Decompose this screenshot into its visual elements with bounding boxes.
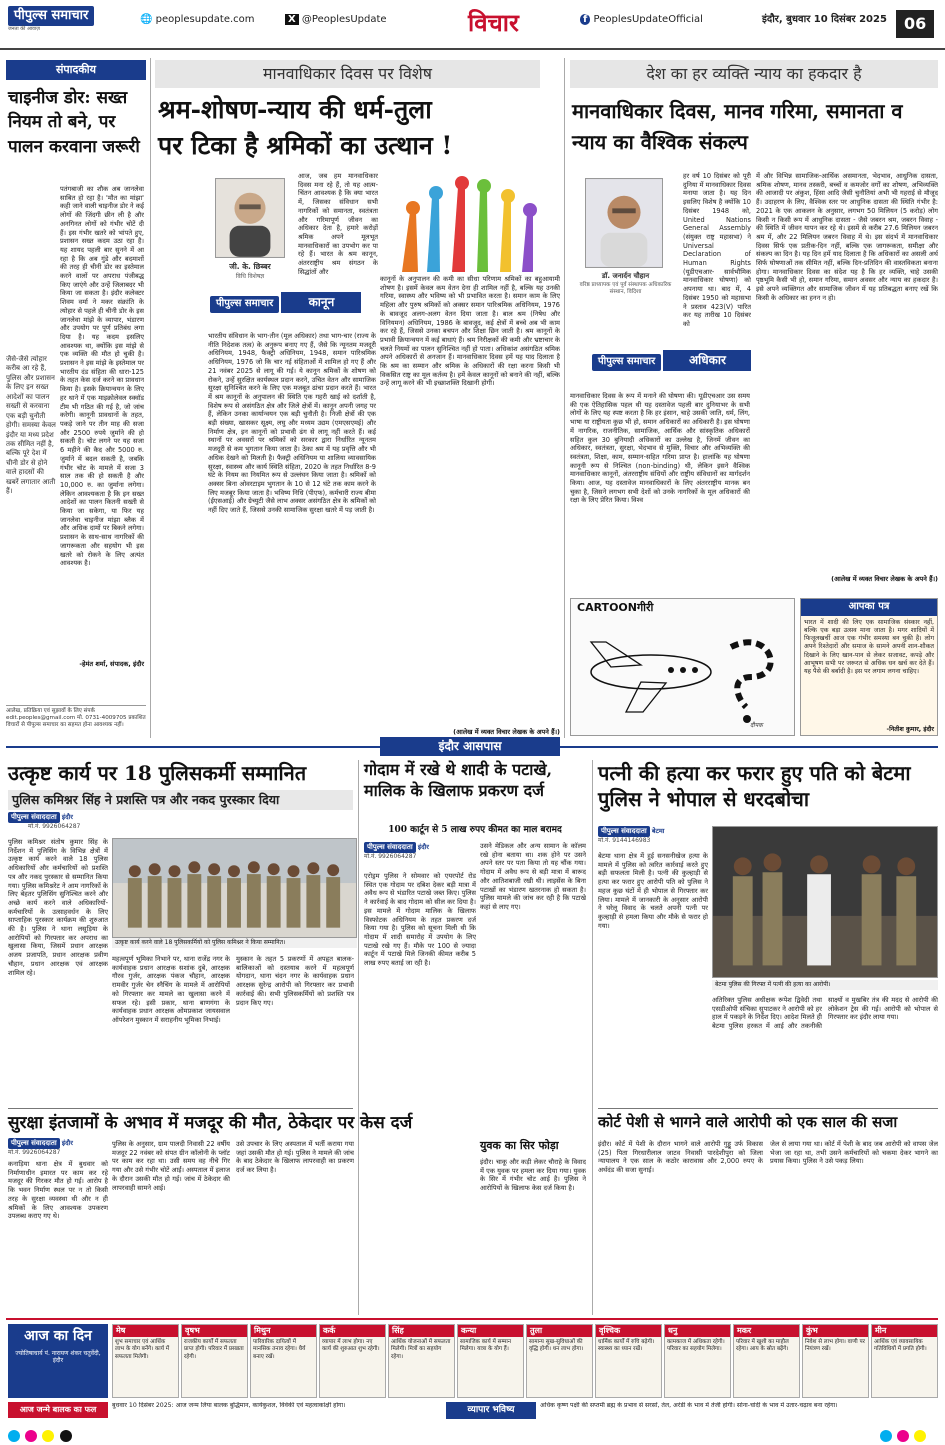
police-col3: मुस्कान के तहत 5 प्रकरणों में अपहृत बालक-बालिकाओं को दस्तयाब करने में महत्वपूर्ण योगदान, थाना चंदन नगर के कार्यवाहक प्रधान आरक्षक सुरेन्द्र आरोपी को गिरफ्तार कर प्रभावी कार्रवाई की। सभी पुलिसकर्मियों को प्रशस्ति पत्र प्रदान किए गए। [236,955,354,1007]
rights-logo: पीपुल्स समाचार [592,354,661,371]
labor-author-photo [215,178,285,258]
crackers-logo: पीपुल्स संवाददाता [364,842,416,853]
horoscope-grid [112,1324,938,1398]
rights-intro: हर वर्ष 10 दिसंबर को पूरी दुनिया में मानवाधिकार दिवस मनाया जाता है। यह दिन इसलिए विशेष है क्योंकि 10 दिसंबर 1948 को, United Nations General Assembly (संयुक्त राष्ट्र महासभा) ने Universal Declaration of Human Rights (यूडीएचआर- सार्वभौमिक मानवाधिकार घोषणा) को अपनाया था। बाद में, 4 दिसंबर 1950 को महासभा ने प्रस्ताव 423(V) पारित कर यह तारीख 10 दिसंबर को [683,172,751,328]
horoscope-sign [802,1324,869,1398]
horoscope-sign-text: आर्थिक एवं व्यावसायिक गतिविधियों में प्रगति होगी। [874,1339,927,1353]
black-dot-icon [60,1430,72,1442]
horoscope-sign-name: मकर [734,1325,799,1337]
labour-col2: पुलिस के अनुसार, ग्राम पालदी निवासी 22 वर्षीय मजदूर 22 नवंबर को संपत ग्रीन कॉलोनी के प्लॉट पर काम कर रहा था। उसी समय वह नीचे गिर गया और उसे गंभीर चोटें आईं। अस्पताल में इलाज के दौरान उसकी मौत हो गई। जांच में ठेकेदार की लापरवाही सामने आई। [112,1140,230,1192]
divider [150,58,151,738]
divider [598,1108,938,1109]
labour-headline[interactable]: सुरक्षा इंतजामों के अभाव में मजदूर की मौत, ठेकेदार पर केस दर्ज [8,1113,413,1133]
police-byline [8,812,353,830]
crackers-subhead: 100 कार्टून से 5 लाख रुपए कीमत का माल बरामद [388,825,562,835]
horoscope-sign-text: शुभ समाचार एवं आर्थिक लाभ के योग बनेंगे। कार्य में सफलता मिलेगी। [115,1339,170,1360]
rights-footnote: (आलेख में व्यक्त विचार लेखक के अपने हैं।) [831,575,938,583]
murder-city: बेटमा [651,827,665,835]
horoscope-sign [733,1324,800,1398]
divider [8,1108,353,1109]
horoscope-sign [457,1324,524,1398]
horoscope-sign-name: तुला [527,1325,592,1337]
police-col2: महत्वपूर्ण भूमिका निभाने पर, थाना राजेंद्र नगर के कार्यवाहक प्रधान आरक्षक सशांक दुबे, आरक्षक गौरव गुर्जर, आरक्षक पंकज चौहान, आरक्षक रामवीर गुर्जर चेन स्नैचिंग के मामले में आरोपियों को गिरफ्तार कर मामले का खुलासा करने में सफल रहे। इसी प्रकार, थाना बाणगंगा के कार्यवाहक प्रधान आरक्षक ओमप्रकाश जायसवाल ऑपरेशन मुस्कान में सराहनीय भूमिका निभाई। [112,955,230,1024]
section-title: विचार [468,8,519,37]
crackers-body: एरोड्रम पुलिस ने सोमवार को एयरपोर्ट रोड स्थित एक गोदाम पर दबिश देकर बड़ी मात्रा में अवैध रूप से भंडारित पटाखे जब्त किए। पुलिस ने कार्रवाई के बाद गोदाम को सील कर दिया है। इस मामले में गोदाम मालिक के खिलाफ विस्फोटक अधिनियम के तहत प्रकरण दर्ज किया गया है। पुलिस को सूचना मिली थी कि गोदाम में शादी समारोह में उपयोग के लिए पटाखे रखे गए हैं। मौके पर 100 से ज्यादा कार्टून में पटाखे मिले जिनकी कीमत करीब 5 लाख रुपए बताई जा रही है। [364,872,476,968]
horoscope-sign-name: सिंह [389,1325,454,1337]
twitter-link[interactable] [285,14,387,27]
horoscope-sign-text: आर्थिक योजनाओं में सफलता मिलेगी। मित्रों का सहयोग रहेगा। [391,1339,451,1360]
masthead [0,0,945,50]
magenta-dot-icon [25,1430,37,1442]
labor-footnote: (आलेख में व्यक्त विचार लेखक के अपने हैं।) [453,728,560,736]
horoscope-sign [388,1324,455,1398]
horoscope-sign-text: सामान्य सुख-सुविधाओं की वृद्धि होगी। धन लाभ होगा। [529,1339,584,1353]
horoscope-sign-text: राजकीय कार्यों में सफलता प्राप्त होगी। परिवार में प्रसन्नता रहेगी। [184,1339,244,1360]
horoscope-rule [6,1318,938,1320]
horoscope-astrologer: ज्योतिषाचार्य पं. नारायण शंकर चतुर्वेदी, इंदौर [15,1349,101,1364]
murder-col2: अतिरिक्त पुलिस अधीक्षक रूपेश द्विवेदी तथा एसडीओपी संचिका सुपाटकर ने आरोपी को हर हाल में पकड़ने के निर्देश दिए। आदेश मिलते ही बेटमा पुलिस हरकत में आई और तकनीकी साक्ष्यों व मुखबिर तंत्र की मदद से आरोपी की लोकेशन ट्रेस की गई। आरोपी को भोपाल से गिरफ्तार कर इंदौर लाया गया। [712,996,938,1031]
letters-body: भारत में शादी की लिए एक सामाजिक संस्कार नहीं, बल्कि एक बड़ा उत्सव माना जाता है। मगर शादियों में फिजूलखर्ची आज एक गंभीर समस्या बन चुकी है। लोग अपने रिश्तेदारों और समाज के सामने अपनी शान-शौकत दिखाने के लिए खान-पान से लेकर सजावट, कपड़े और आभूषण सभी पर जरूरत से अधिक धन खर्च कर देते हैं। यह पैसे की बर्बादी है। इस पर लगाम लगना चाहिए। [804,618,934,676]
labor-tag: कानून [281,292,361,313]
globe-icon: 🌐 [140,14,153,25]
facebook-handle: PeoplesUpdateOfficial [593,14,703,25]
youth-body: इंदौर। चाकू और कड़ी लेकर चौराहे के विवाद में एक युवक पर हमला कर दिया गया। युवक के सिर में गंभीर चोट आई है। पुलिस ने आरोपियों के खिलाफ केस दर्ज किया है। [480,1158,586,1193]
horoscope-sign-text: परिवार में खुशी का माहौल रहेगा। आय के स्रोत बढ़ेंगे। [736,1339,789,1353]
horoscope-sign-text: पारिवारिक दायित्वों में मानसिक तनाव रहेगा। धैर्य बनाए रखें। [253,1339,306,1360]
registration-marks [8,1430,75,1442]
labour-body: कनाड़िया थाना क्षेत्र में बुधवार को निर्माणाधीन इमारत पर काम कर रहे मजदूर की गिरकर मौत हो गई। आरोप है कि भवन निर्माण स्थल पर न तो किसी तरह के सुरक्षा व्यवस्था थी और न ही श्रमिकों के लिए आवश्यक उपकरण उपलब्ध कराए गए थे। [8,1160,108,1221]
website-text: peoplesupdate.com [155,14,255,25]
police-caption: उत्कृष्ट कार्य करने वाले 18 पुलिसकर्मियों को पुलिस कमिश्नर ने किया सम्मानित। [112,938,357,948]
police-body: पुलिस कमिश्नर संतोष कुमार सिंह के निर्देशन में पुलिसिंग के विभिन्न क्षेत्रों में उत्कृष्ट कार्य करने वाले 18 पुलिस अधिकारियों और कर्मचारियों को प्रशस्ति पत्र और नकद पुरस्कार से सम्मानित किया गया। पुलिस कमिश्नरेट ने आम नागरिकों के लिए बेहतर पुलिसिंग सुनिश्चित करने और अच्छे कार्य करने वाले अधिकारियों-कर्मचारियों के उत्साहवर्धन के लिए साप्ताहिक पुरस्कार कार्यक्रम की शुरुआत की है। पुलिस ने थाना लसूड़िया के आरोपियों को गिरफ्तार कर अपराध का खुलासा किया, जिसमें प्रधान आरक्षक अजय प्रजापति, प्रधान आरक्षक प्रवीण चौहान, प्रधान आरक्षक एवं आरक्षक शामिल रहे। [8,838,108,977]
labor-intro: आज, जब हम मानवाधिकार दिवस मना रहे हैं, तो यह आत्म-चिंतन आवश्यक है कि क्या भारत में, जिसका संविधान सभी नागरिकों को समानता, स्वतंत्रता और गरिमापूर्ण जीवन का अधिकार देता है, हमारे करोड़ों श्रमिक अपने मूलभूत मानवाधिकारों का उपभोग कर पा रहे हैं। भारत के श्रम कानून, अंतरराष्ट्रीय श्रम संगठन के सिद्धांतों और [298,172,378,276]
facebook-icon: f [580,14,590,25]
murder-body: बेटमा थाना क्षेत्र में हुई सनसनीखेज हत्या के मामले में पुलिस को त्वरित कार्रवाई करते हुए बड़ी सफलता मिली है। पत्नी की कुल्हाड़ी से हत्या कर फरार हुए आरोपी पति को पुलिस ने महज कुछ घंटों में ही भोपाल से गिरफ्तार कर लिया। मामले में जानकारी के अनुसार आरोपी ने घरेलू विवाद के चलते अपनी पत्नी पर कुल्हाड़ी से हमला किया और मौके से फरार हो गया। [598,852,708,930]
horoscope-sign-text: सामाजिक कार्य में सम्मान मिलेगा। यात्रा के योग हैं। [460,1339,511,1353]
raised-hands-icon [382,172,557,272]
horoscope-sign-text: कामकाज में अधिकता रहेगी। परिवार का सहयोग मिलेगा। [667,1339,725,1353]
horoscope-sign [319,1324,386,1398]
labour-city: इंदौर [61,1139,73,1147]
labor-author-name: जी. के. छिब्बर [229,262,271,271]
horoscope-today-label: आज का दिन [24,1328,92,1344]
court-headline[interactable]: कोर्ट पेशी से भागने वाले आरोपी को एक साल की सजा [598,1113,898,1131]
rights-col3: में और विभिन्न सामाजिक-आर्थिक असमानता, भेदभाव, आधुनिक दासता, श्रमिक शोषण, मानव तस्करी, बच्चों व कमजोर वर्गों का शोषण, अभिव्यक्ति की आजादी पर अंकुश, हिंसा आदि जैसी चुनौतियां अभी भी गहराई से मौजूद हैं। उदाहरण के लिए, वैश्विक स्तर पर आधुनिक दासता की स्थिति गंभीर है: 2021 के एक आकलन के अनुसार, लगभग 50 मिलियन (5 करोड़) लोग किसी न किसी रूप में आधुनिक दासता - जैसे जबरन श्रम, जबरन विवाह - की स्थिति में जीवन यापन कर रहे थे। इसमें से करीब 27.6 मिलियन जबरन श्रम में, और 22 मिलियन जबरन विवाह में थे। इस संदर्भ में मानवाधिकार दिवस सिर्फ एक प्रतीक-दिन नहीं, बल्कि एक जागरूकता, समीक्षा और संकल्प का दिन है। यह दिन हमें याद दिलाता है कि अधिकारों का असली अर्थ सिर्फ घोषणाओं तक सीमित नहीं, बल्कि दिन-प्रतिदिन की वास्तविकता बनाना होगा। मानवाधिकार दिवस का संदेश यह है कि हर व्यक्ति, चाहे उसकी पृष्ठभूमि कैसी भी हो, समान गरिमा, समान अवसर और न्याय का हकदार है। इसे अपने व्यक्तिगत और सामाजिक जीवन में यह प्रतिबद्धता बनाए रखें कि किसी के अधिकार का हनन न हो। [756,172,938,302]
horoscope-kids-label: आज जन्मे बालक का फल [8,1402,108,1418]
author-portrait-icon [585,178,663,268]
horoscope-sign-name: मिथुन [251,1325,316,1337]
magenta-dot-icon [897,1430,909,1442]
police-city: इंदौर [61,813,73,821]
horoscope-sign-name: कन्या [458,1325,523,1337]
editorial-headline[interactable]: चाइनीज डोर: सख्त नियम तो बने, पर पालन करवाना जरूरी [8,87,140,158]
horoscope-sign-text: धार्मिक कार्यों में रुचि बढ़ेगी। स्वास्थ्य का ध्यान रखें। [598,1339,655,1353]
horoscope-sign-name: वृश्चिक [596,1325,661,1337]
crackers-byline [364,842,479,860]
labour-col3: उसे उपचार के लिए अस्पताल में भर्ती कराया गया जहां उसकी मौत हो गई। पुलिस ने मामले की जांच के बाद ठेकेदार के खिलाफ लापरवाही का प्रकरण दर्ज कर लिया है। [236,1140,354,1175]
horoscope-sign [664,1324,731,1398]
rights-tag: अधिकार [663,350,751,371]
horoscope-today-footer: बुधवार 10 दिसंबर 2025: आज जन्म लिया बालक बुद्धिमान, कार्यकुशल, विवेकी एवं महत्वाकांक्षी होगा। [112,1402,346,1409]
website-link[interactable] [140,14,255,27]
registration-marks [880,1430,929,1442]
logo-block [8,6,94,33]
murder-headline[interactable]: पत्नी की हत्या कर फरार हुए पति को बेटमा पुलिस ने भोपाल से धरदबोचा [598,761,911,811]
murder-caption: बेटमा पुलिस की गिरफ्त में पत्नी की हत्या का आरोपी। [712,980,938,990]
yellow-dot-icon [914,1430,926,1442]
police-subhead: पुलिस कमिश्नर सिंह ने प्रशस्ति पत्र और नकद पुरस्कार दिया [8,790,353,810]
cartoon-artist: दीपक [750,722,763,729]
labor-col3: कानूनों के अनुपालन की कमी का सीधा परिणाम श्रमिकों का बहुआयामी शोषण है। इसमें केवल कम वेतन देना ही शामिल नहीं है, बल्कि यह उनकी गरिमा, स्वास्थ्य और भविष्य को भी प्रभावित करता है। समान काम के लिए महिला और पुरुष श्रमिकों को अक्सर समान पारिश्रमिक अधिनियम, 1976 के बावजूद अलग-अलग वेतन दिया जाता है। बाल श्रम (निषेध और विनियमन) अधिनियम, 1986 के बावजूद, कई क्षेत्रों में बच्चे अब भी काम कर रहे हैं, जिससे उनका बचपन और शिक्षा छिन जाती है। श्रम कानूनों के प्रभावी क्रियान्वयन में कई बाधाएं हैं। श्रम निरीक्षकों की कमी और भ्रष्टाचार के चलते नियमों का पालन सुनिश्चित नहीं हो पाता। अधिकांश असंगठित श्रमिक अपने अधिकारों से अनजान हैं। मानवाधिकार दिवस हमें यह याद दिलाता है कि श्रम का सम्मान और श्रमिक के अधिकारों की रक्षा करना किसी भी विकसित राष्ट्र का मूल कर्तव्य है। हमें केवल कानूनों को बनाने की नहीं, बल्कि उन्हें लागू करने की भी इच्छाशक्ति दिखानी होगी। [380,275,560,388]
editorial-footer: आलेख, प्रतिक्रिया एवं सुझावों के लिए संपर्क edit.peoples@gmail.com मो. 0731-4009705 प्रकाशित विचारों से पीपुल्स समाचार का सहमत होना आवश्यक नहीं। [6,705,146,743]
editorial-pull-quote: जैसे-जैसे त्योहार करीब आ रहे हैं, पुलिस और प्रशासन के लिए इन सख्त आदेशों का पालन सख्ती से करवाना एक बड़ी चुनौती होगी। समस्या केवल इंदौर या मध्य प्रदेश तक सीमित नहीं है, बल्कि पूरे देश में चीनी डोर से होने वाले हादसों की खबरें लगातार आती हैं। [6,355,56,496]
cyan-dot-icon [8,1430,20,1442]
yellow-dot-icon [42,1430,54,1442]
horoscope-sign-name: कुंभ [803,1325,868,1337]
crackers-col2: उसने मेडिकल और अन्य सामान के कॉलम रखे होना बताया था। शक होने पर उसने अपने स्तर पर पता किया तो यह चौंक गया। गोदाम में अवैध रूप से बड़ी मात्रा में बारूद और आतिशबाजी रखी थी। लाइसेंस के बिना पटाखों का भंडारण खतरनाक हो सकता है। पुलिस मामले की जांच कर रही है कि पटाखे कहां से लाए गए। [480,842,586,911]
labour-mobile: मो.नं. 9926064287 [8,1148,61,1156]
letters-box [800,598,938,736]
labor-headline[interactable]: श्रम-शोषण-न्याय की धर्म-तुला पर टिका है श्रमिकों का उत्थान ! [158,95,453,161]
rights-kicker: देश का हर व्यक्ति न्याय का हकदार है [570,60,938,88]
editorial-label: संपादकीय [6,60,146,80]
police-group-photo-icon [112,838,357,938]
letters-signature: -नितीश कुमार, इंदौर [886,725,934,733]
divider [592,760,593,1315]
rights-author-photo [585,178,663,268]
editorial-body: पतंगबाजी का शौक अब जानलेवा साबित हो रहा है। 'मौत का मांझा' कही जाने वाली चाइनीज डोर ने कई लोगों की जिंदगी छीन ली है और अनगिनत लोगों को गंभीर चोटें दी हैं। इस गंभीर खतरे को भांपते हुए, प्रशासन सख्त कदम उठा रहा है। यह शायद पहली बार सुनने में आ रहा है कि अब गुंडे और बदमाशों की तरह ही चीनी डोर का इस्तेमाल करने वालों पर अपराध पंजीबद्ध किए जाएंगे और उन्हें जिलाबदर भी किया जा सकता है। इंदौर कलेक्टर शिवम वर्मा ने मकर संक्रांति के त्योहार से पहले ही चीनी डोर के इस जानलेवा मांझे के व्यापार, भंडारण और उपयोग पर पूर्ण प्रतिबंध लगा दिया है। यह कदम इसलिए आवश्यक था, क्योंकि इस मांझे से एक व्यक्ति की मौत हो चुकी है। प्रशासन ने इस मांझे के इस्तेमाल पर भारतीय दंड संहिता की धारा-125 के तहत केस दर्ज करने का प्रावधान किया है। इसके क्रियान्वयन के लिए हर थाने में एक माइक्रोलेवल स्क्वॉड टीम भी गठित की गई है, जो जांच करेगी। कानूनी प्रावधानों के तहत, पकड़े जाने पर तीन माह की सजा और 2500 रुपये जुर्माने की हो सकती है। चोट लगने पर यह सजा 6 महीने की कैद और 5000 रु. जुर्माने में बदल सकती है, जबकि गंभीर चोट के मामले में सजा 3 साल तक की हो सकती है और 10,000 रु. का जुर्माना लगेगा। लेकिन आवश्यकता है कि इन सख्त आदेशों का पालन कितनी सख्ती से किया जा सकेगा, या फिर यह जानलेवा चाइनीज मांझा ब्लैक में और अधिक दामों पर बिकने लगेगा। प्रशासन के साथ-साथ नागरिकों की जागरूकता और सहयोग भी इस खतरे को रोकने के लिए अत्यंत आवश्यक है। [60,185,144,568]
horoscope-sign [250,1324,317,1398]
court-col2: जेल से लाया गया था। कोर्ट में पेशी के बाद जब आरोपी को वापस जेल भेजा जा रहा था, तभी उसने कर्मचारियों को चकमा देकर भागने का प्रयास किया। पुलिस ने उसे पकड़ लिया। [770,1140,938,1166]
police-mobile: मो.नं. 9926064287 [28,822,81,830]
labor-author-title: विधि विशेषज्ञ [235,273,265,280]
market-label: व्यापार भविष्य [446,1402,536,1419]
horoscope-sign-text: निवेश से लाभ होगा। वाणी पर नियंत्रण रखें। [805,1339,865,1353]
divider [564,58,565,738]
author-portrait-icon [215,178,285,258]
crackers-mobile: मो.नं. 9926064287 [364,852,417,860]
facebook-link[interactable] [580,14,703,27]
dateline: इंदौर, बुधवार 10 दिसंबर 2025 [762,14,887,25]
editorial-signature: -हेमंत शर्मा, संपादक, इंदौर [79,660,144,668]
police-headline[interactable]: उत्कृष्ट कार्य पर 18 पुलिसकर्मी सम्मानित [8,761,307,785]
letters-label: आपका पत्र [801,599,937,616]
horoscope-sign-text: व्यापार में लाभ होगा। नए कार्य की शुरुआत शुभ रहेगी। [322,1339,380,1353]
labor-kicker: मानवाधिकार दिवस पर विशेष [155,60,540,88]
market-text: अधिक कृष्ण पक्षी की सप्तमी ब्रह्म के प्रभाव से सरसों, तेल, अरंडी के भाव में तेजी होगी। सोना-चांदी के भाव में उतार-चढ़ाव बना रहेगा। [540,1402,838,1409]
police-logo: पीपुल्स संवाददाता [8,812,60,823]
horoscope-sign-name: धनु [665,1325,730,1337]
horoscope-sign-name: कर्क [320,1325,385,1337]
horoscope-sign-name: मीन [872,1325,937,1337]
murder-mobile: मो.नं. 9144146983 [598,836,651,844]
rights-author-name: डॉ. जनार्दन चौहान [601,272,650,280]
rights-author-title: वरिष्ठ प्राध्यापक एवं पूर्व संस्थापक अधिकारिक संस्थान, विदिशा [579,282,672,295]
horoscope-sign [181,1324,248,1398]
labor-logo: पीपुल्स समाचार [210,296,279,313]
horoscope-sign-name: वृषभ [182,1325,247,1337]
cartoon-plane-icon [571,617,796,732]
youth-headline[interactable]: युवक का सिर फोड़ा [480,1139,559,1152]
cartoon-box [570,598,795,736]
divider [358,760,359,1315]
logo-subtitle: जनता की आवाज़ [8,26,40,33]
labor-body: भारतीय संविधान के भाग-तीन (मूल अधिकार) तथा भाग-चार (राज्य के नीति निदेशक तत्व) के अनुरूप बनाए गए हैं, जैसे कि न्यूनतम मजदूरी अधिनियम, 1948, फैक्ट्री अधिनियम, 1948, समान पारिश्रमिक अधिनियम, 1976 जो कि चार नई संहिताओं में शामिल हो गए हैं और 21 नवंबर 2025 से लागू की गई। ये कानून श्रमिकों के शोषण को रोकने, उन्हें सुरक्षित कार्यस्थल प्रदान करने, उचित वेतन और सामाजिक सुरक्षा सुनिश्चित करने के लिए एक मजबूत ढांचा प्रदान करते हैं। भारत में श्रम कानूनों के अनुपालन की स्थिति एक गहरी खाई को दर्शाती है, विशेष रूप से असंगठित क्षेत्र और जिले क्षेत्रों में। कानून अपनी जगह पर हैं, लेकिन उनका कार्यान्वयन एक बड़ी चुनौती है। निजी क्षेत्रों की एक बड़ी संख्या, खासकर सूक्ष्म, लघु और मध्यम उद्यम (एमएसएमई) और निर्माण क्षेत्र, इन कानूनों को प्रभावी ढंग से लागू नहीं करते हैं। कई स्थानों पर अवसरों पर श्रमिकों को सरकार द्वारा निर्धारित न्यूनतम मजदूरी से कम भुगतान किया जाता है। ठेका श्रम में यह प्रवृत्ति और भी अधिक देखने को मिलती है। फैक्ट्री अधिनियम या शालिया व्यावसायिक सुरक्षा, स्वास्थ्य और कार्य स्थिति संहिता, 2020 के तहत निर्धारित 8-9 घंटे के नियम का नियमित रूप से उल्लंघन किया जाता है। श्रमिकों को अक्सर बिना ओवरटाइम भुगतान के 10 से 12 घंटे तक काम करने के लिए मजबूर किया जाता है। भविष्य निधि (पीएफ), कर्मचारी राज्य बीमा (ईएसआई) और ग्रेच्युटी जैसे लाभ अक्सर असंगठित क्षेत्र के श्रमिकों को नहीं दिए जाते हैं, जिससे उनकी सामाजिक सुरक्षा खतरे में पड़ जाती है। [208,332,376,515]
rights-headline[interactable]: मानवाधिकार दिवस, मानव गरिमा, समानता व न्याय का वैश्विक संकल्प [572,99,903,154]
court-body: इंदौर। कोर्ट में पेशी के दौरान भागने वाले आरोपी गुड्डू उर्फ विकास (25) पिता गिरधारीलाल जाटव निवासी पारदेशीपुरा को जिला न्यायालय ने एक साल के कठोर कारावास और 2,000 रुपए के अर्थदंड की सजा सुनाई। [598,1140,763,1175]
horoscope-sign-name: मेष [113,1325,178,1337]
crackers-headline[interactable]: गोदाम में रखे थे शादी के पटाखे, मालिक के खिलाफ प्रकरण दर्ज [364,760,553,800]
indore-band: इंदौर आसपास [380,737,560,756]
horoscope-sign [871,1324,938,1398]
logo[interactable]: पीपुल्स समाचार [8,6,94,26]
horoscope-today-box [8,1324,108,1398]
rights-body: मानवाधिकार दिवस के रूप में मनाने की घोषणा की। यूडीएचआर उस समय की एक ऐतिहासिक पहल थी यह दस्तावेज पहली बार दुनियाभर के सभी लोगों के लिए यह स्पष्ट करता है कि हर इंसान, चाहे उसकी जाति, धर्म, लिंग, भाषा या राष्ट्रीयता कुछ भी हो, समान अधिकारों का अधिकारी है। इस घोषणा में नागरिक, राजनीतिक, सामाजिक, आर्थिक और सांस्कृतिक अधिकारों सहित कुल 30 बुनियादी अधिकारों का उल्लेख है, जिनमें जीवन का अधिकार, स्वतंत्रता, सुरक्षा, भेदभाव से मुक्ति, विचार और अभिव्यक्ति की स्वतंत्रता, शिक्षा, काम, सम्मान-सहित गरिमा प्राप्त है। हालांकि यह घोषणा कानूनी रूप से निश्चित (non-binding) थी, लेकिन इसने वैश्विक मानवाधिकार कानूनों, अंतरराष्ट्रीय संधियों और राष्ट्रीय संविधानों का मार्गदर्शन किया। आज, यह दस्तावेज मानवाधिकारों के लिए अंतरराष्ट्रीय मानक बन चुका है, जिसने लगभग सभी देशों को उनके नागरिकों के मूल अधिकारों की रक्षा के लिए प्रेरित किया। विश्व [570,392,750,505]
page-number: 06 [896,10,934,38]
horoscope-sign [595,1324,662,1398]
cyan-dot-icon [880,1430,892,1442]
x-icon: X [285,14,299,25]
twitter-handle: @PeoplesUpdate [301,14,387,25]
horoscope-sign [112,1324,179,1398]
labour-logo: पीपुल्स संवाददाता [8,1138,60,1149]
horoscope-sign [526,1324,593,1398]
murder-logo: पीपुल्स संवाददाता [598,826,650,837]
murder-arrest-photo-icon [712,826,938,978]
cartoon-label: CARTOONगीरी [577,601,654,614]
labour-byline [8,1138,108,1156]
crackers-city: इंदौर [417,843,429,851]
murder-byline [598,826,718,844]
